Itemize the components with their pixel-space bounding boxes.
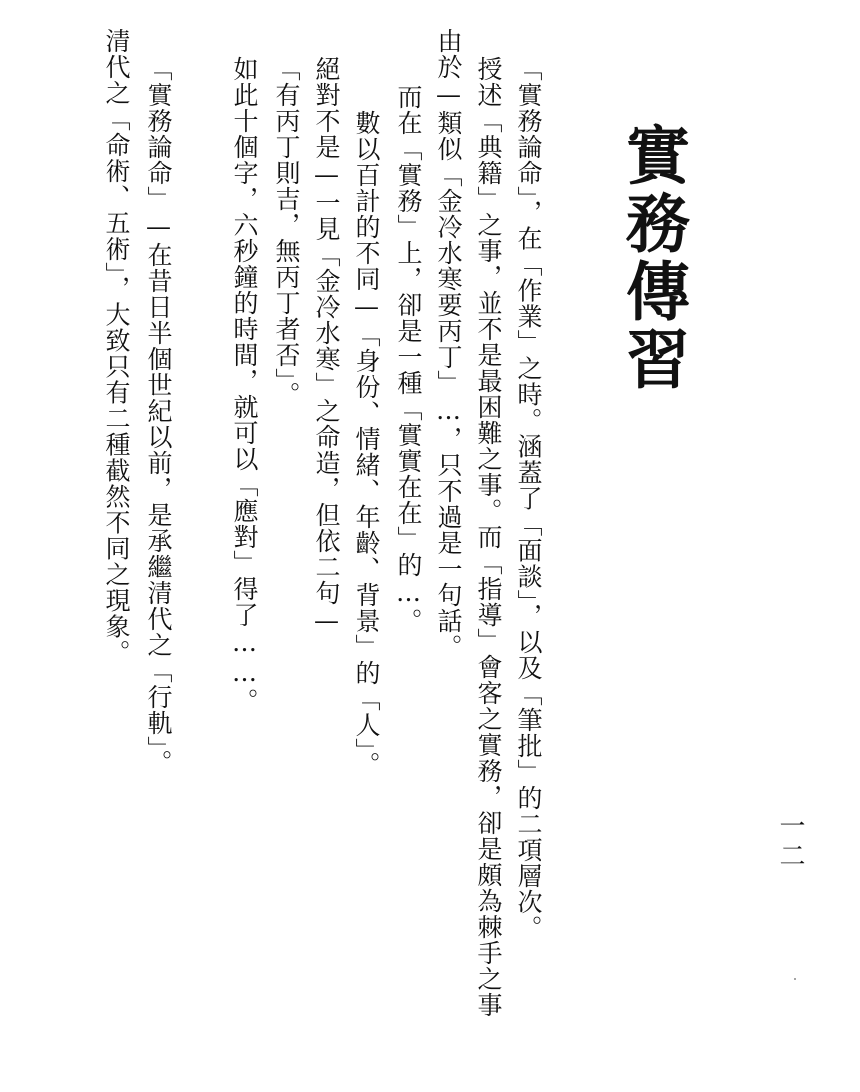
text-column-2: 授述「典籍」之事，並不是最困難之事。而「指導」會客之實務，卻是頗為棘手之事: [474, 56, 503, 1018]
scan-speck: [794, 978, 796, 980]
text-column-8: 如此十個字，六秒鐘的時間，就可以「應對」得了……。: [230, 56, 259, 714]
text-column-10: 清代之「命術、五術」，大致只有二種截然不同之現象。: [102, 28, 131, 666]
text-column-6: 絕對不是—一見「金冷水寒」之命造，但依二句—: [312, 56, 341, 636]
text-column-9: 「實務論命」—在昔日半個世紀以前，是承繼清代之「行軌」。: [144, 56, 173, 776]
text-column-7: 「有丙丁則吉，無丙丁者否」。: [272, 56, 301, 408]
text-column-4: 而在「實務」上，卻是一種「實實在在」的…。: [394, 84, 423, 634]
page-title: 實務傳習: [615, 122, 690, 394]
text-column-1: 「實務論命」，在「作業」之時。涵蓋了「面談」，以及「筆批」的二項層次。: [514, 56, 543, 941]
text-column-5: 數以百計的不同—「身份、情緒、年齡、背景」的「人」。: [352, 110, 381, 778]
text-column-3: 由於—類似「金冷水寒要丙丁」…，只不過是一句話。: [434, 28, 463, 660]
page-number: 一二: [775, 812, 805, 872]
